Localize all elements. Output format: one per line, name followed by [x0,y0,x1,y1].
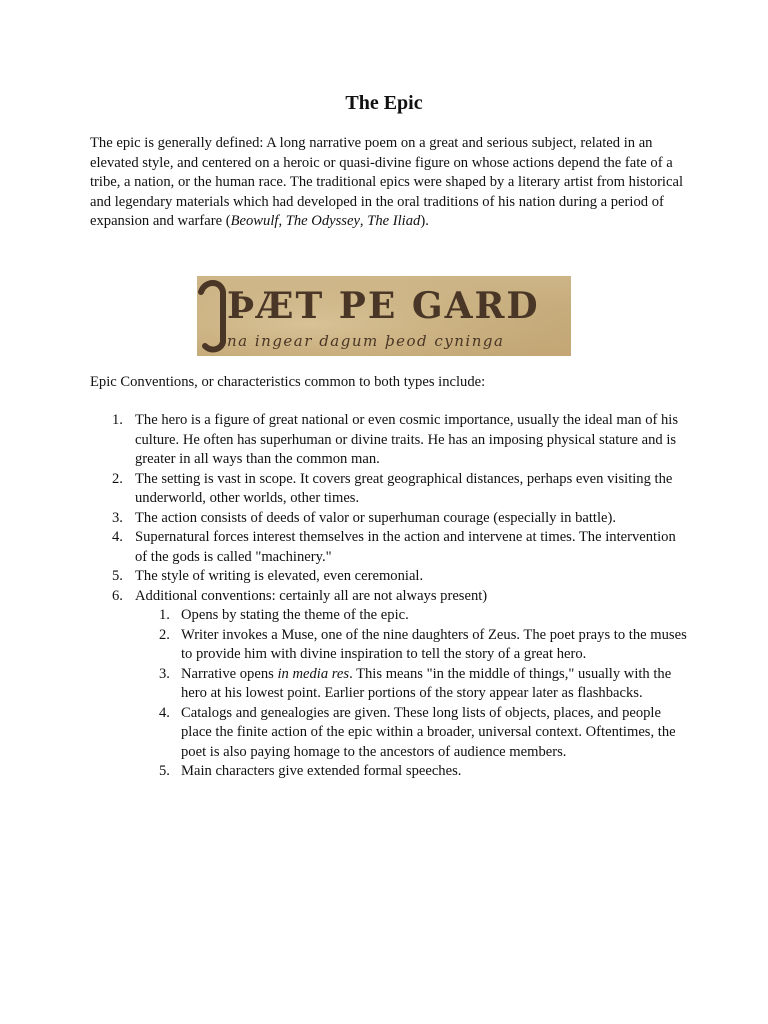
sublist-item-text: Writer invokes a Muse, one of the nine daughters of Zeus. The poet prays to the muses to provide him with divine inspiration to tell the story of a great hero. [181,626,687,662]
manuscript-line-2: na ingear dagum þeod cyninga [227,332,505,350]
work-iliad: The Iliad [367,213,421,230]
sublist-item-text-post: . This means "in the middle of things," usually with the hero at his lowest point. Earlier portions of the story appear later as flashbacks. [181,665,672,701]
list-item-text: The action consists of deeds of valor or superhuman courage (especially in battle). [135,509,617,526]
conventions-intro: Epic Conventions, or characteristics common to both types include: [90,374,486,390]
beowulf-manuscript-image [197,276,571,356]
list-item [90,567,690,587]
sublist-number: 3. [159,665,170,682]
sublist-number: 1. [159,607,170,623]
list-number: 4. [112,529,123,545]
list-number: 1. [112,412,123,428]
work-separator: , [359,213,368,230]
list-item [90,411,690,470]
list-number: 5. [112,568,123,584]
list-item [90,509,690,529]
sublist-item-text: Main characters give extended formal speeches. [181,763,462,779]
list-number: 2. [112,470,123,487]
sublist-item-text-pre: Narrative opens [181,665,278,682]
intro-text: The epic is generally defined: A long narrative poem on a great and serious subject, related in an elevated style, and centered on a heroic or quasi-divine figure on whose actions depend the fate of a tribe, a nation, or the human race. The traditional epics were shaped by a literary artist from historical and legendary materials which had developed in the oral traditions of his nation during a period of expansion and warfare ( [90,135,683,230]
list-number: 6. [112,587,123,604]
work-separator: , [278,213,286,230]
list-item-text: The style of writing is elevated, even ceremonial. [135,568,424,584]
sublist-item-text: Opens by stating the theme of the epic. [181,607,409,623]
sublist-number: 4. [159,704,170,721]
sublist-item [135,704,690,763]
intro-paragraph [90,134,690,232]
sublist-item [135,665,690,704]
work-beowulf: Beowulf [230,213,279,230]
sublist-item [135,762,690,782]
manuscript-line-1: ÞÆT PE GARD [227,285,540,327]
additional-conventions-list [135,606,690,782]
list-item-text: The hero is a figure of great national or even cosmic importance, usually the ideal man of his culture. He often has superhuman or divine traits. He has an imposing physical stature and is greater in all ways than the common man. [135,412,679,467]
sublist-number: 2. [159,626,170,643]
conventions-list [90,411,690,782]
sublist-item [135,626,690,665]
sublist-item-italic: in media res [277,665,350,682]
sublist-number: 5. [159,763,170,779]
list-item [90,528,690,567]
list-item-text: Supernatural forces interest themselves in the action and intervene at times. The intervention of the gods is called "machinery." [135,529,676,565]
sublist-item [135,606,690,626]
work-odyssey: The Odyssey [285,213,360,230]
intro-close: ). [420,213,429,230]
page-title: The Epic [345,92,423,114]
manuscript-illustration [197,276,571,356]
list-item [90,587,690,782]
list-item [90,470,690,509]
list-item-text: Additional conventions: certainly all are not always present) [135,587,488,604]
sublist-item-text: Catalogs and genealogies are given. These long lists of objects, places, and people place the finite action of the epic within a broader, universal context. Oftentimes, the poet is also paying homage to the ancestors of audience members. [181,704,676,760]
list-item-text: The setting is vast in scope. It covers great geographical distances, perhaps even visiting the underworld, other worlds, other times. [135,470,673,506]
list-number: 3. [112,509,123,526]
